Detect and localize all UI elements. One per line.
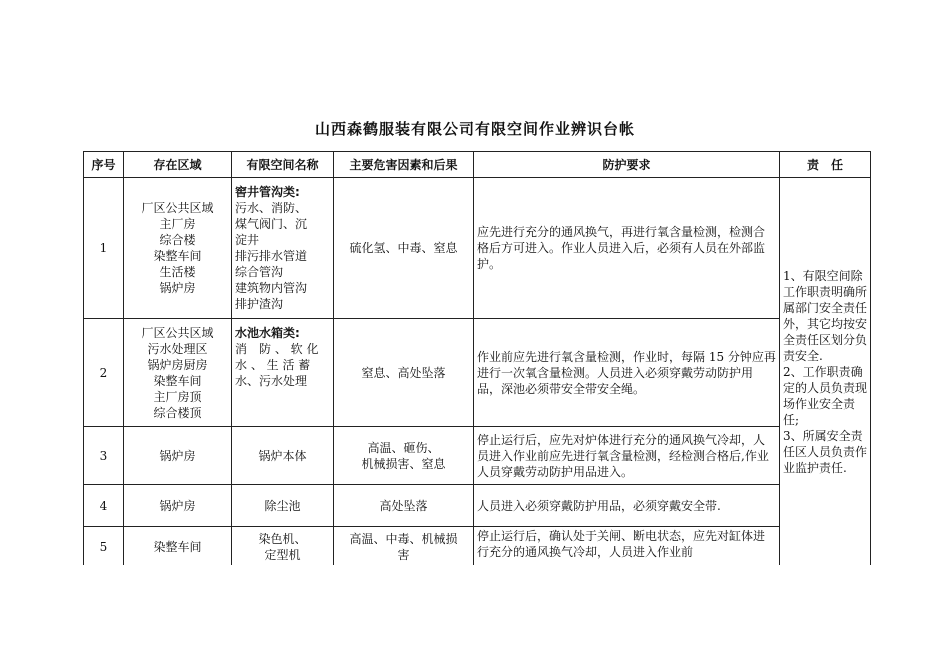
area-line: 污水处理区 — [147, 341, 208, 356]
area-line: 锅炉房厨房 — [147, 357, 208, 372]
table-row — [84, 527, 871, 567]
area-line: 染整车间 — [153, 249, 202, 263]
space-item: 煤气阀门、沉 — [235, 217, 308, 231]
area-line: 综合楼顶 — [153, 405, 202, 420]
page-bottom-margin — [0, 565, 950, 672]
responsibility-item: 2、工作职责确定的人员负责现场作业安全责任; — [783, 365, 868, 427]
responsibility-item: 3、所属安全责任区人员负责作业监护责任. — [783, 429, 868, 475]
row-hazard: 窒息、高处坠落 — [334, 319, 474, 427]
row-no: 3 — [84, 427, 124, 485]
space-item: 建筑物内管沟 — [235, 281, 308, 295]
header-space-name: 有限空间名称 — [232, 152, 334, 178]
row-hazard: 高处坠落 — [334, 485, 474, 527]
row-hazard: 硫化氢、中毒、窒息 — [334, 178, 474, 319]
space-item: 排污排水管道 — [235, 249, 308, 263]
area-line: 生活楼 — [159, 265, 196, 279]
space-item: 排护渣沟 — [235, 297, 284, 311]
row-no: 2 — [84, 319, 124, 427]
hazard-ledger-table — [83, 151, 871, 567]
space-item: 综合管沟 — [235, 265, 284, 279]
row-protection: 人员进入必须穿戴防护用品，必须穿戴安全带. — [474, 485, 780, 527]
responsibility-item: 1、有限空间除工作职责明确所属部门安全责任外，其它均按安全责任区划分负责安全. — [783, 269, 868, 363]
hazard-line: 高温、中毒、机械损 — [349, 531, 458, 546]
row-protection: 停止运行后，确认处于关闸、断电状态，应先对缸体进行充分的通风换气冷却，人员进入作业前 — [474, 527, 780, 567]
table-header-row — [84, 152, 871, 178]
table-row — [84, 427, 871, 485]
table-row — [84, 178, 871, 319]
space-category: 窖井管沟类: — [235, 185, 300, 199]
space-item: 水、污水处理 — [235, 374, 308, 388]
hazard-line: 机械损害、窒息 — [361, 456, 446, 471]
row-protection: 作业前应先进行氧含量检测，作业时，每隔 15 分钟应再进行一次氧含量检测。人员进入必须穿戴劳动防护用品，深池必须带安全带安全绳。 — [474, 319, 780, 427]
space-item: 污水、消防、 — [235, 201, 308, 215]
header-responsibility: 责 任 — [780, 152, 871, 178]
space-item: 消 防 、 软 化 — [235, 342, 319, 356]
table-row — [84, 485, 871, 527]
row-protection: 应先进行充分的通风换气，再进行氧含量检测，检测合格后方可进入。作业人员进入后，必须有人员在外部监护。 — [474, 178, 780, 319]
row-no: 4 — [84, 485, 124, 527]
row-area: 染整车间 — [124, 527, 232, 567]
header-area: 存在区域 — [124, 152, 232, 178]
space-category: 水池水箱类: — [235, 326, 300, 340]
space-item: 染色机、 — [258, 531, 307, 546]
area-line: 主厂房 — [159, 217, 196, 231]
document-title: 山西森鹤服装有限公司有限空间作业辨识台帐 — [314, 120, 635, 138]
row-no: 1 — [84, 178, 124, 319]
row-space-name: 锅炉本体 — [232, 427, 334, 485]
row-hazard — [334, 527, 474, 567]
space-item: 淀井 — [235, 233, 260, 247]
header-hazard: 主要危害因素和后果 — [334, 152, 474, 178]
row-area: 锅炉房 — [124, 485, 232, 527]
header-protection: 防护要求 — [474, 152, 780, 178]
row-area — [124, 178, 232, 319]
table-row — [84, 319, 871, 427]
space-item: 定型机 — [264, 547, 301, 562]
row-hazard — [334, 427, 474, 485]
row-space-name — [232, 527, 334, 567]
area-line: 厂区公共区域 — [141, 201, 214, 215]
area-line: 厂区公共区域 — [141, 325, 214, 340]
row-area: 锅炉房 — [124, 427, 232, 485]
row-space-name — [232, 319, 334, 427]
area-line: 染整车间 — [153, 373, 202, 388]
row-area — [124, 319, 232, 427]
area-line: 锅炉房 — [159, 281, 196, 295]
row-no: 5 — [84, 527, 124, 567]
area-line: 主厂房顶 — [153, 389, 202, 404]
row-protection: 停止运行后，应先对炉体进行充分的通风换气冷却，人员进入作业前应先进行氧含量检测，经检测合格后,作业人员穿戴劳动防护用品进入。 — [474, 427, 780, 485]
hazard-line: 高温、砸伤、 — [367, 440, 440, 455]
row-space-name: 除尘池 — [232, 485, 334, 527]
header-no: 序号 — [84, 152, 124, 178]
row-space-name — [232, 178, 334, 319]
responsibility-cell — [780, 178, 871, 567]
area-line: 综合楼 — [159, 233, 196, 247]
hazard-line: 害 — [397, 547, 410, 562]
space-item: 水 、 生 活 蓄 — [235, 358, 311, 372]
